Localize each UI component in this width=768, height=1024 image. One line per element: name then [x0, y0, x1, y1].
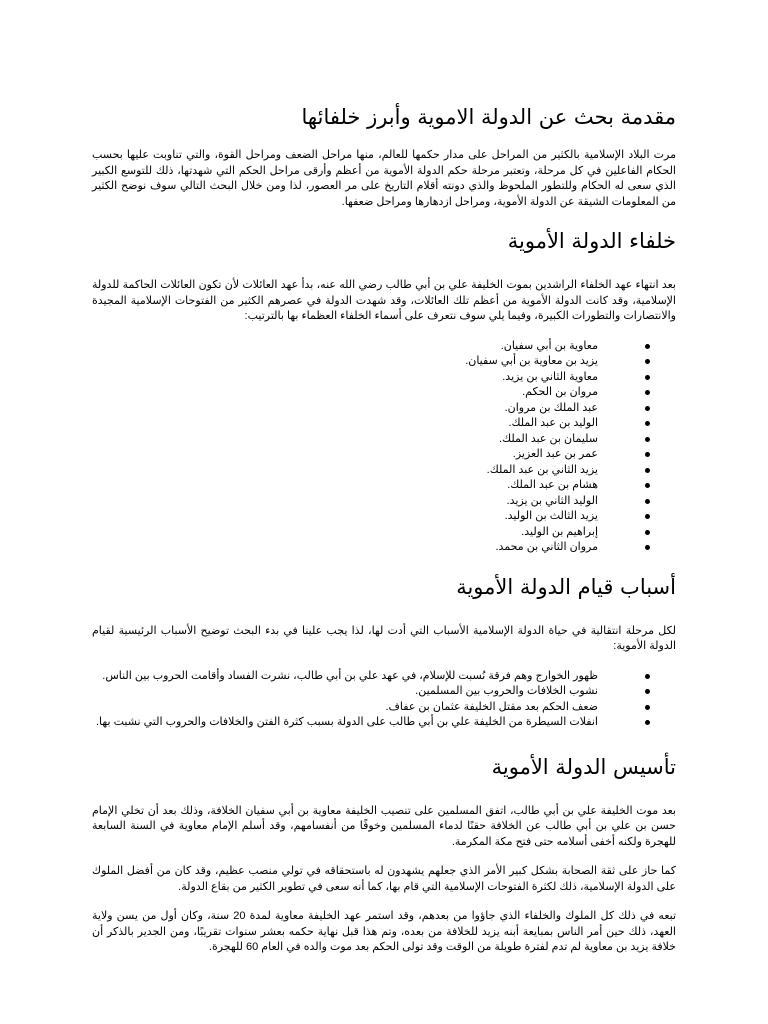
list-item: مروان الثاني بن محمد.: [92, 540, 676, 556]
article-title: مقدمة بحث عن الدولة الاموية وأبرز خلفائها: [301, 105, 676, 129]
founding-paragraph-1: بعد موت الخليفة علي بن أبي طالب، اتفق المسلمين على تنصيب الخليفة معاوية بن أبي سفيان الخلافة، وذلك بعد أن تخلي الإمام حسن بن علي بن أبي طالب عن الخلافة حقنًا لدماء المسلمين وخوفًا من أنفسامهم، وقد أسلم الإمام معاوية في السنة السابعة للهجرة ولكنه أخفى أسلامه حتى فتح مكة المكرمة.: [92, 804, 676, 848]
list-item: يزيد بن معاوية بن أبي سفيان.: [92, 354, 676, 370]
founding-paragraph-3: تبعه في ذلك كل الملوك والخلفاء الذي جاؤوا من بعدهم، وقد استمر عهد الخليفة معاوية لمدة 20 سنة، وكان أول من يسن ولاية العهد، ذلك حين أمر الناس بمبايعة أبنه يزيد للخلافة من بعده، وتم هذا قبل نهاية حكمه بعشر سنوات تقريبًا، ومن الجدير بالذكر أن خلافة يزيد بن معاوية لم تدم لفترة طويلة من الوقت وقد تولى الحكم بعد موت والده في العام 60 للهجرة.: [92, 910, 677, 953]
list-item: عبد الملك بن مروان.: [92, 401, 676, 417]
list-item: معاوية الثاني بن يزيد.: [92, 370, 676, 386]
caliphs-list: [92, 339, 676, 556]
list-item: ظهور الخوارج وهم فرقة نُسبت للإسلام، في عهد علي بن أبي طالب، نشرت الفساد وأقامت الحروب بين الناس.: [92, 669, 676, 685]
list-item: الوليد الثاني بن يزيد.: [92, 494, 676, 510]
founding-heading: تأسيس الدولة الأموية: [491, 754, 676, 779]
list-item: سليمان بن عبد الملك.: [92, 432, 676, 448]
list-item: يزيد الثاني بن عبد الملك.: [92, 463, 676, 479]
list-item: انفلات السيطرة من الخليفة علي بن أبي طالب على الدولة بسبب كثرة الفتن والخلافات والحروب التي نشبت بها.: [92, 715, 676, 731]
intro-paragraph: مرت البلاد الإسلامية بالكثير من المراحل على مدار حكمها للعالم، منها مراحل الضعف ومراحل القوة، والتي تناوبت عليها بحسب الحكام الفاعلين في كل مرحلة، وتعتبر مرحلة حكم الدولة الأموية من أعظم وأرقى مراحل الحكم التي شهدتها، ذلك للتوسع الكبير الذي سعى له الحكام وللتطور الملحوظ والذي دونته أقلام التاريخ على مر العصور، لذا ومن خلال البحث التالي سوف نوضح الكثير من المعلومات الشيقة عن الدولة الأموية، ومراحل ازدهارها ومراحل ضعفها.: [92, 149, 676, 208]
caliphs-paragraph: بعد انتهاء عهد الخلفاء الراشدين بموت الخليفة علي بن أبي طالب رضي الله عنه، بدأ عهد العائلات لأن تكون العائلات الحاكمة للدولة الإسلامية، وقد كانت الدولة الأموية من أعظم تلك العائلات، وقد شهدت الدولة في عصرهم الكثير من الفتوحات الإسلامية المجيدة والانتصارات والتطورات الكبيرة، وفيما يلي سوف نتعرف على أسماء الخلفاء العظماء بها بالترتيب:: [92, 279, 676, 322]
list-item: معاوية بن أبي سفيان.: [92, 339, 676, 355]
list-item: نشوب الخلافات والحروب بين المسلمين.: [92, 684, 676, 700]
list-item: ضعف الحكم بعد مقتل الخليفة عثمان بن عفاف.: [92, 700, 676, 716]
causes-list: [92, 669, 676, 731]
causes-heading: أسباب قيام الدولة الأموية: [456, 574, 676, 599]
list-item: إبراهيم بن الوليد.: [92, 525, 676, 541]
list-item: الوليد بن عبد الملك.: [92, 416, 676, 432]
list-item: هشام بن عبد الملك.: [92, 478, 676, 494]
causes-paragraph: لكل مرحلة انتقالية في حياة الدولة الإسلامية الأسباب التي أدت لها، لذا يجب علينا في بدء البحث توضيح الأسباب الرئيسية لقيام الدولة الأموية:: [92, 624, 676, 652]
caliphs-heading: خلفاء الدولة الأموية: [507, 229, 676, 253]
list-item: مروان بن الحكم.: [92, 385, 676, 401]
list-item: يزيد الثالث بن الوليد.: [92, 509, 676, 525]
founding-paragraph-2: كما حاز على ثقة الصحابة بشكل كبير الأمر الذي جعلهم يشهدون له باستحقاقه في تولي منصب عظيم، وقد كان من أفضل الملوك على الدولة الإسلامية، ذلك لكثرة الفتوحات الإسلامية التي قام بها، كما أنه سعى في تطوير الكثير من بقاع الدولة.: [92, 865, 676, 893]
list-item: عمر بن عبد العزيز.: [92, 447, 676, 463]
